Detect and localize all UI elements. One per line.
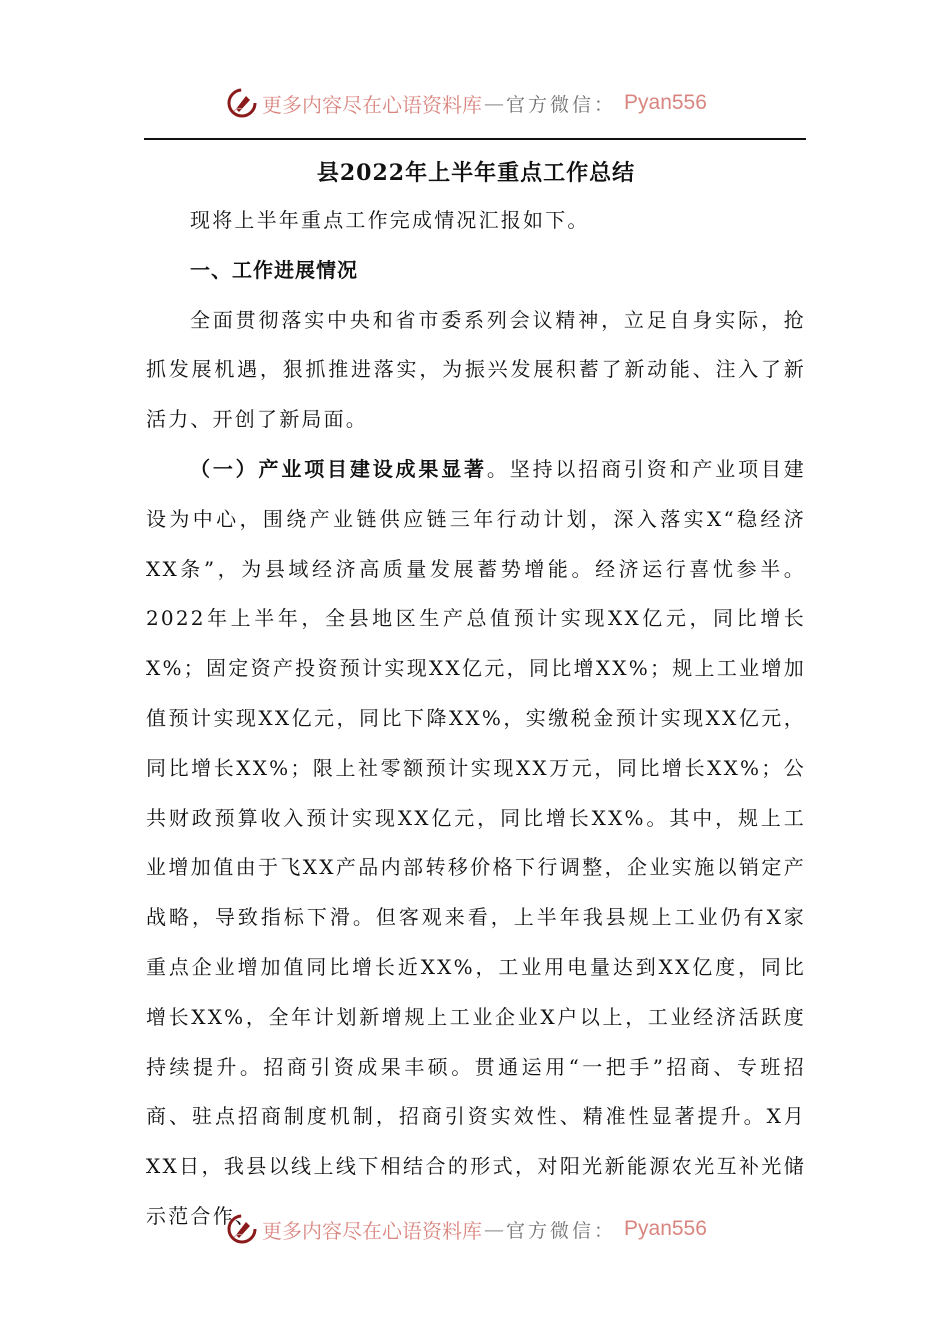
wechat-id: Pyan556 bbox=[624, 1217, 707, 1240]
promo-text: 更多内容尽在心语资料库 bbox=[262, 1218, 482, 1243]
section-heading: 一、工作进展情况 bbox=[190, 257, 358, 282]
document-body bbox=[146, 150, 806, 1242]
pen-nib-logo-icon bbox=[226, 87, 258, 119]
wechat-id: Pyan556 bbox=[624, 91, 707, 114]
document-title: 县2022年上半年重点工作总结 bbox=[316, 160, 636, 186]
banner-dash: — bbox=[484, 91, 504, 115]
footer-banner bbox=[226, 1211, 707, 1247]
pen-nib-logo-icon bbox=[226, 1213, 258, 1245]
section-paragraph: 全面贯彻落实中央和省市委系列会议精神，立足自身实际，抢抓发展机遇，狠抓推进落实，为振兴发展积蓄了新动能、注入了新活力、开创了新局面。 bbox=[146, 307, 806, 432]
banner-dash: — bbox=[484, 1217, 504, 1241]
intro-paragraph: 现将上半年重点工作完成情况汇报如下。 bbox=[190, 208, 590, 232]
subsection-body: 坚持以招商引资和产业项目建设为中心，围绕产业链供应链三年行动计划，深入落实X“稳经济XX条”，为县域经济高质量发展蓄势增能。经济运行喜忧参半。2022年上半年，全县地区生产总值预计实现XX亿元，同比增长X%；固定资产投资预计实现XX亿元，同比增XX%；规上工业增加值预计实现XX亿元，同比下降XX%，实缴税金预计实现XX亿元，同比增长XX%；限上社零额预计实现XX万元，同比增长XX%；公共财政预算收入预计实现XX亿元，同比增长XX%。其中，规上工业增加值由于飞XX产品内部转移价格下行调整，企业实施以销定产战略，导致指标下滑。但客观来看，上半年我县规上工业仍有X家重点企业增加值同比增长近XX%，工业用电量达到XX亿度，同比增长XX%，全年计划新增规上工业企业X户以上，工业经济活跃度持续提升。招商引资成果丰硕。贯通运用“一把手”招商、专班招商、驻点招商制度机制，招商引资实效性、精准性显著提升。X月XX日，我县以线上线下相结合的形式，对阳光新能源农光互补光储示范合作、 bbox=[146, 456, 806, 1228]
subsection-heading: （一）产业项目建设成果显著 bbox=[190, 456, 487, 481]
promo-text: 更多内容尽在心语资料库 bbox=[262, 92, 482, 117]
wechat-label: 官方微信： bbox=[506, 93, 617, 116]
heading-punct: 。 bbox=[486, 456, 510, 481]
subsection-paragraph bbox=[146, 445, 806, 1242]
header-banner bbox=[226, 85, 707, 121]
header-divider bbox=[144, 138, 806, 140]
wechat-label: 官方微信： bbox=[506, 1219, 617, 1242]
